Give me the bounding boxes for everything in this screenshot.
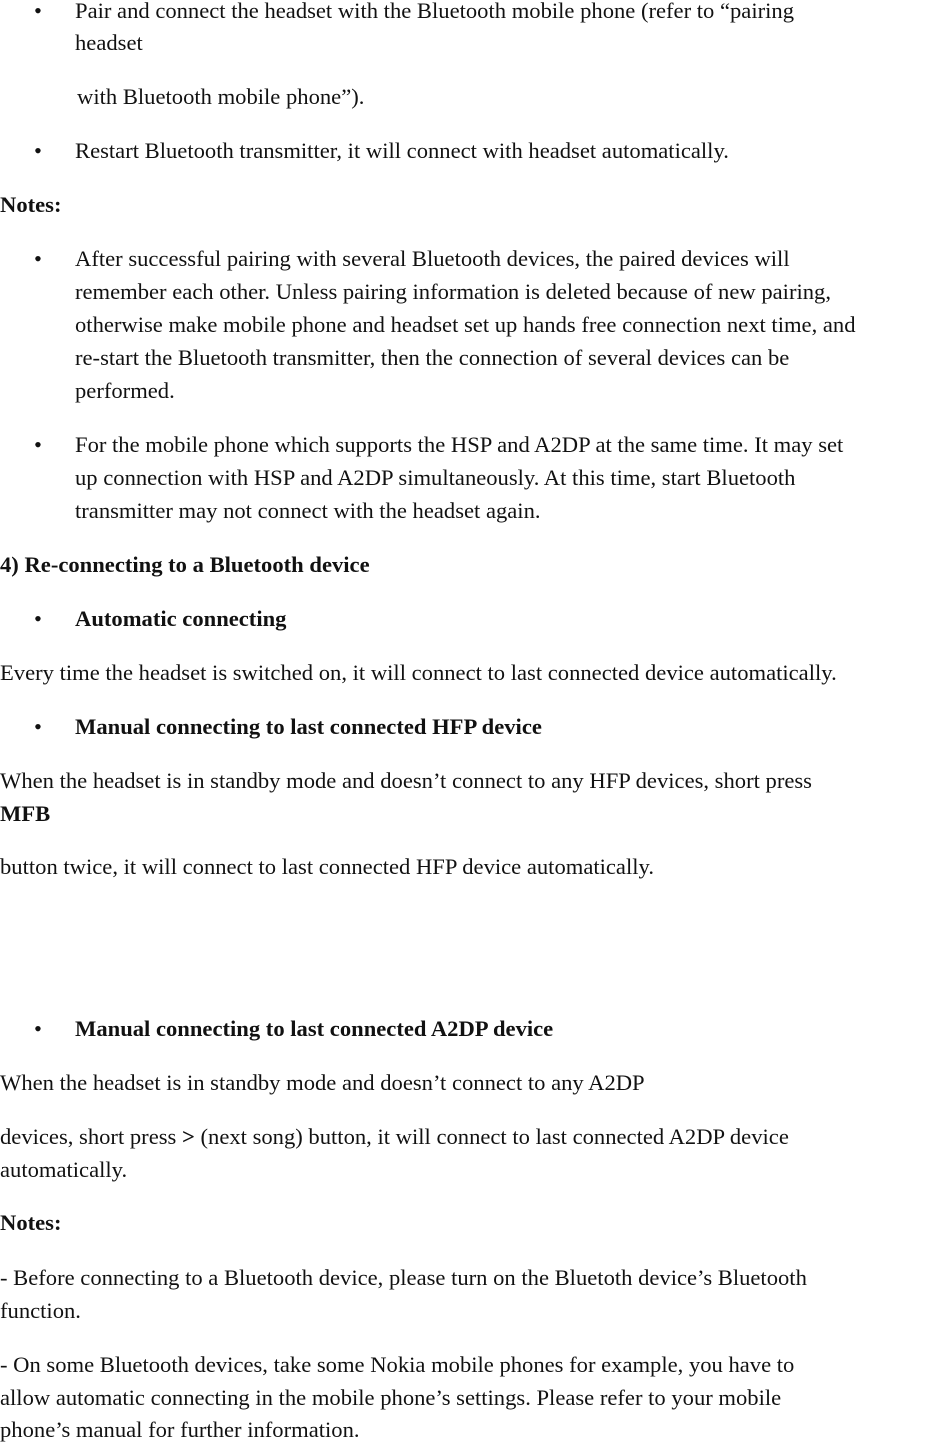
a2dp-connecting-text-line-2 xyxy=(0,1122,789,1152)
note-hsp-line-1: For the mobile phone which supports the HSP and A2DP at the same time. It may set xyxy=(75,432,844,457)
hfp-connecting-text-line-3: button twice, it will connect to last connected HFP device automatically. xyxy=(0,854,654,879)
notes-heading: Notes: xyxy=(0,1210,62,1235)
automatic-connecting-title: Automatic connecting xyxy=(75,606,287,631)
note-hsp-line-3: transmitter may not connect with the headset again. xyxy=(75,498,541,523)
pair-instruction-line-2: headset xyxy=(75,30,143,55)
next-song-key: > xyxy=(181,1124,195,1149)
notes-heading: Notes: xyxy=(0,192,62,217)
note-pairing-line-2: remember each other. Unless pairing information is deleted because of new pairing, xyxy=(75,279,831,304)
note-hsp-line-2: up connection with HSP and A2DP simultaneously. At this time, start Bluetooth xyxy=(75,465,796,490)
bullet-icon: • xyxy=(34,1016,42,1041)
hfp-connecting-text-line-1: When the headset is in standby mode and doesn’t connect to any HFP devices, short press xyxy=(0,768,812,793)
note-bluetooth-function-line-1: - Before connecting to a Bluetooth device, please turn on the Bluetoth device’s Bluetooth xyxy=(0,1265,807,1290)
note-pairing-line-1: After successful pairing with several Bluetooth devices, the paired devices will xyxy=(75,246,790,271)
note-pairing-line-5: performed. xyxy=(75,378,175,403)
bullet-icon: • xyxy=(34,0,42,23)
bullet-icon: • xyxy=(34,606,42,631)
note-bluetooth-function-line-2: function. xyxy=(0,1298,81,1323)
a2dp-text-suffix: (next song) button, it will connect to last connected A2DP device xyxy=(194,1124,789,1149)
restart-instruction: Restart Bluetooth transmitter, it will connect with headset automatically. xyxy=(75,138,729,163)
a2dp-connecting-title: Manual connecting to last connected A2DP device xyxy=(75,1016,554,1041)
bullet-icon: • xyxy=(34,246,42,271)
automatic-connecting-text: Every time the headset is switched on, it will connect to last connected device automatically. xyxy=(0,660,837,685)
pair-instruction-line-3: with Bluetooth mobile phone”). xyxy=(77,84,365,109)
note-nokia-line-2: allow automatic connecting in the mobile phone’s settings. Please refer to your mobile xyxy=(0,1385,782,1410)
a2dp-text-prefix: devices, short press xyxy=(0,1124,182,1149)
note-pairing-line-3: otherwise make mobile phone and headset set up hands free connection next time, and xyxy=(75,312,856,337)
note-pairing-line-4: re-start the Bluetooth transmitter, then the connection of several devices can be xyxy=(75,345,790,370)
note-nokia-line-3: phone’s manual for further information. xyxy=(0,1417,360,1442)
bullet-icon: • xyxy=(34,714,42,739)
a2dp-connecting-text-line-3: automatically. xyxy=(0,1157,128,1182)
a2dp-connecting-text-line-1: When the headset is in standby mode and doesn’t connect to any A2DP xyxy=(0,1070,645,1095)
pair-instruction-line-1: Pair and connect the headset with the Bluetooth mobile phone (refer to “pairing xyxy=(75,0,795,23)
bullet-icon: • xyxy=(34,138,42,163)
section-heading: 4) Re-connecting to a Bluetooth device xyxy=(0,552,370,577)
hfp-connecting-title: Manual connecting to last connected HFP device xyxy=(75,714,542,739)
mfb-button-label: MFB xyxy=(0,801,51,826)
note-nokia-line-1: - On some Bluetooth devices, take some Nokia mobile phones for example, you have to xyxy=(0,1352,795,1377)
bullet-icon: • xyxy=(34,432,42,457)
